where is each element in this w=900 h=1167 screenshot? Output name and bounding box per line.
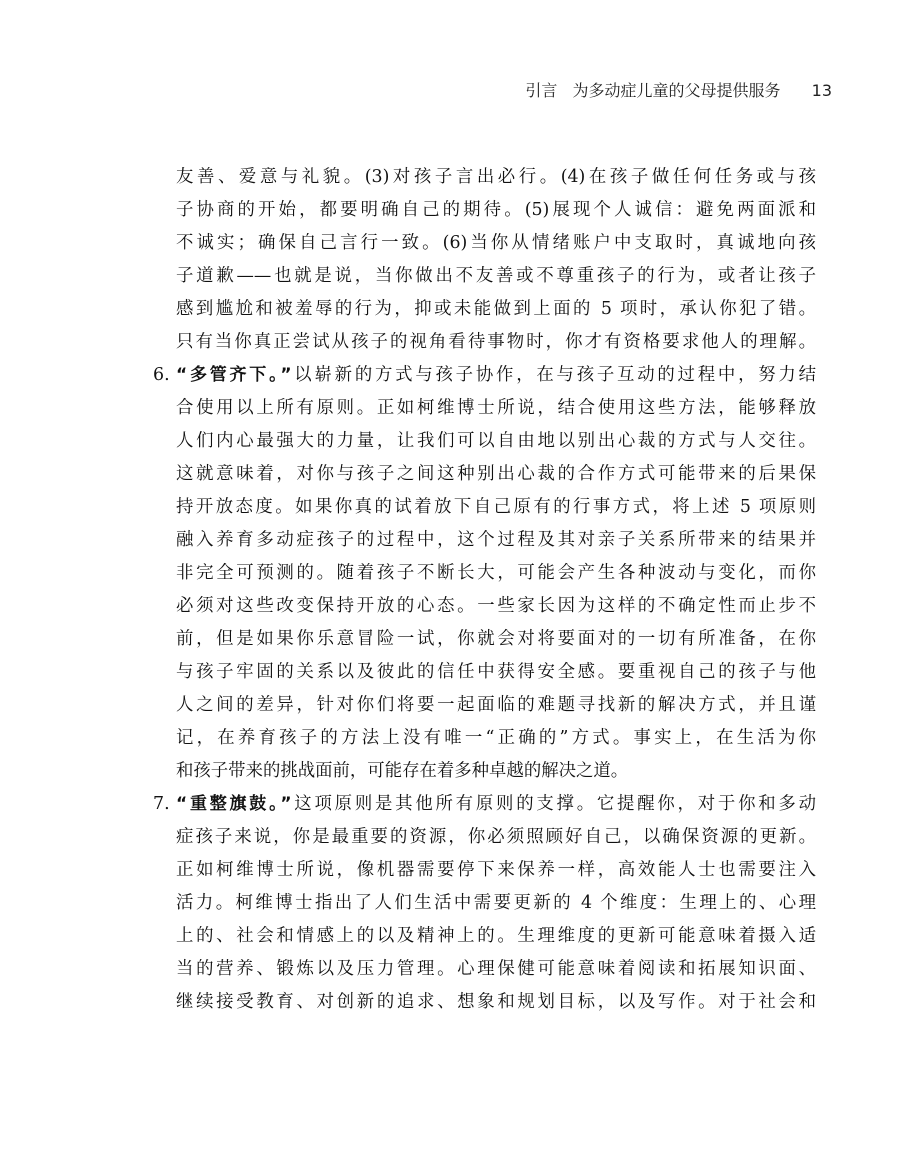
text-line: 继续接受教育、对创新的追求、想象和规划目标，以及写作。对于社会和 [176,992,816,1012]
chapter-title: 为多动症儿童的父母提供服务 [572,81,781,100]
text-line: 友善、爱意与礼貌。(3)对孩子言出必行。(4)在孩子做任何任务或与孩 [176,167,816,187]
item-first-line [153,359,816,392]
item-first-line-text: 以崭新的方式与孩子协作，在与孩子互动的过程中，努力结 [291,365,816,385]
continuation-paragraph [176,161,816,359]
item-number: 7. [153,794,170,814]
text-line: 上的、社会和情感上的以及精神上的。生理维度的更新可能意味着摄入适 [176,926,816,946]
item-first-line [153,788,816,821]
text-line: 合使用以上所有原则。正如柯维博士所说，结合使用这些方法，能够释放 [176,398,816,418]
chapter-label: 引言 [525,81,558,100]
text-line: 融入养育多动症孩子的过程中，这个过程及其对亲子关系所带来的结果并 [176,530,816,550]
page-number: 13 [811,81,832,100]
text-line: 人们内心最强大的力量，让我们可以自由地以别出心裁的方式与人交往。 [176,431,816,451]
text-line: 只有当你真正尝试从孩子的视角看待事物时，你才有资格要求他人的理解。 [176,332,816,352]
text-line: 当的营养、锻炼以及压力管理。心理保健可能意味着阅读和拓展知识面、 [176,959,816,979]
principle-term: “多管齐下。” [176,365,292,385]
item-first-line-text: 这项原则是其他所有原则的支撑。它提醒你，对于你和多动 [291,794,816,814]
text-line: 不诚实；确保自己言行一致。(6)当你从情绪账户中支取时，真诚地向孩 [176,233,816,253]
text-line: 和孩子带来的挑战面前，可能存在着多种卓越的解决之道。 [176,761,629,781]
text-line: 非完全可预测的。随着孩子不断长大，可能会产生各种波动与变化，而你 [176,563,816,583]
text-line: 持开放态度。如果你真的试着放下自己原有的行事方式，将上述 5 项原则 [176,497,816,517]
item-number: 6. [153,365,170,385]
text-line: 感到尴尬和被羞辱的行为，抑或未能做到上面的 5 项时，承认你犯了错。 [176,299,816,319]
text-line: 子道歉——也就是说，当你做出不友善或不尊重孩子的行为，或者让孩子 [176,266,816,286]
text-line: 前，但是如果你乐意冒险一试，你就会对将要面对的一切有所准备，在你 [176,629,816,649]
principle-term: “重整旗鼓。” [176,794,292,814]
text-line: 正如柯维博士所说，像机器需要停下来保养一样，高效能人士也需要注入 [176,860,816,880]
text-line: 记，在养育孩子的方法上没有唯一“正确的”方式。事实上，在生活为你 [176,728,816,748]
text-line: 与孩子牢固的关系以及彼此的信任中获得安全感。要重视自己的孩子与他 [176,662,816,682]
text-line: 这就意味着，对你与孩子之间这种别出心裁的合作方式可能带来的后果保 [176,464,816,484]
running-header [525,78,832,101]
text-line: 症孩子来说，你是最重要的资源，你必须照顾好自己，以确保资源的更新。 [176,827,816,847]
list-item-7 [153,788,816,1019]
text-line: 人之间的差异，针对你们将要一起面临的难题寻找新的解决方式，并且谨 [176,695,816,715]
text-line: 必须对这些改变保持开放的心态。一些家长因为这样的不确定性而止步不 [176,596,816,616]
text-line: 子协商的开始，都要明确自己的期待。(5)展现个人诚信：避免两面派和 [176,200,816,220]
list-item-6 [153,359,816,788]
text-line: 活力。柯维博士指出了人们生活中需要更新的 4 个维度：生理上的、心理 [176,893,816,913]
body-text [153,161,816,1019]
